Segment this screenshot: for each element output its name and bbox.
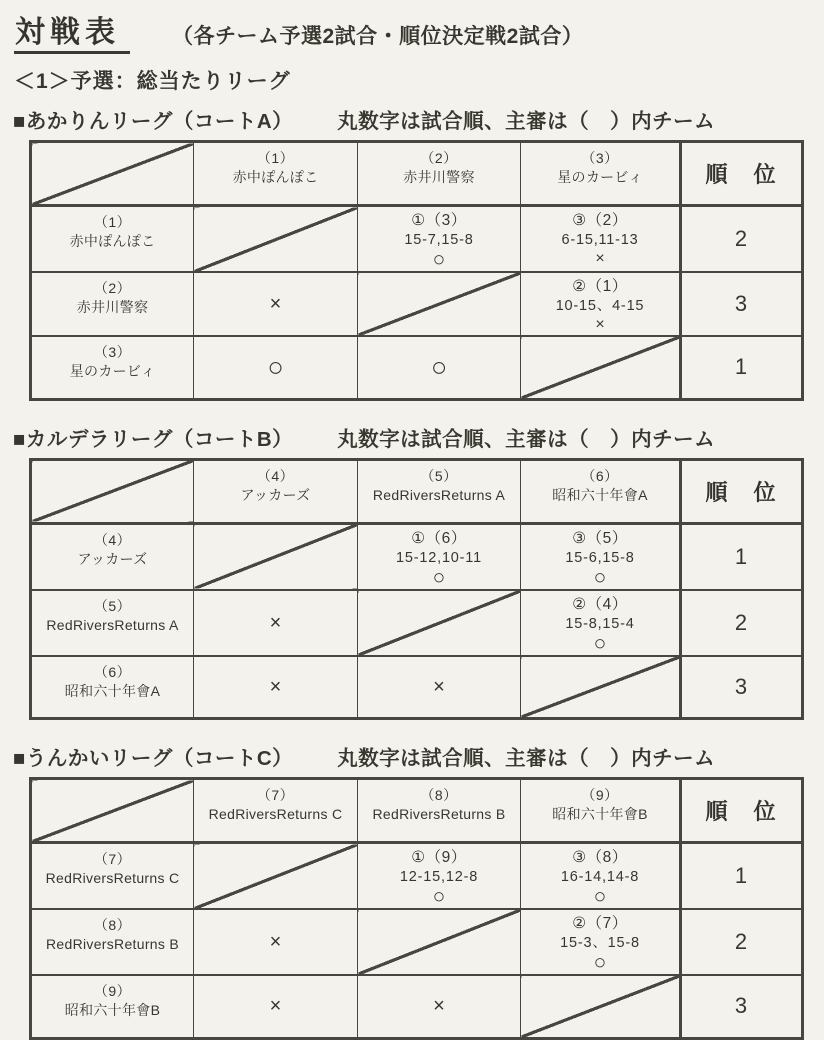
diagonal-cell [194,843,358,910]
diagonal-cell [521,656,681,719]
rank-cell: 1 [681,336,803,399]
corner-diagonal-cell [31,779,194,843]
team-name: 赤井川警察 [76,299,149,315]
loss-mark: × [433,675,445,698]
legend-note: 丸数字は試合順、主審は（ ）内チーム [337,110,716,133]
team-number: （4） [93,531,132,548]
legend-note: 丸数字は試合順、主審は（ ）内チーム [337,747,716,770]
team-name: RedRiversReturns A [46,616,179,633]
rank-header: 順 位 [681,459,803,523]
match-cell [194,590,358,656]
win-mark: ○ [432,248,446,271]
loss-mark: × [595,316,605,333]
match-score: 15-7,15-8 [404,232,474,248]
team-number: （8） [93,917,132,933]
loss-mark: × [269,995,282,1018]
match-score: 15-12,10-11 [396,549,482,566]
league-section-b [12,427,814,721]
team-column-header [358,142,521,206]
matchup-table [29,140,804,401]
team-number: （1） [256,150,295,166]
loss-mark: × [433,995,445,1018]
team-column-header [521,459,681,523]
diagonal-cell [521,336,681,399]
page-title: 対戦表 [14,17,130,55]
league-section-c [12,746,814,1040]
match-order: ①（9） [411,849,467,866]
league-header [13,109,814,135]
win-mark: ○ [432,885,446,908]
team-row-header [31,336,194,399]
team-number: （7） [256,787,295,803]
team-number: （3） [93,344,132,360]
match-cell [521,590,681,656]
team-name: アッカーズ [240,486,311,503]
match-score: 10-15、4-15 [555,298,645,314]
rank-header: 順 位 [681,779,803,843]
match-order: ①（6） [411,529,467,547]
title-note: （各チーム予選2試合・順位決定戦2試合） [172,25,584,48]
team-name: 赤中ぽんぽこ [232,169,319,185]
table-row [31,975,803,1038]
league-title: ■うんかいリーグ（コートC） [13,747,294,770]
loss-mark: × [269,931,282,953]
team-name: 星のカービィ [69,363,156,379]
team-number: （2） [420,150,458,166]
team-column-header [358,459,521,523]
team-number: （7） [93,851,132,867]
rank-cell: 3 [681,656,803,719]
match-cell [358,523,521,590]
team-column-header [358,779,521,843]
match-cell [358,206,521,273]
team-row-header [31,656,194,719]
team-name: 赤井川警察 [403,169,475,185]
table-row [31,336,803,399]
team-number: （2） [93,280,132,296]
match-cell [194,975,358,1038]
match-cell [358,975,521,1038]
win-mark: ○ [593,951,607,974]
team-name: RedRiversReturns A [372,486,506,503]
team-number: （5） [93,597,132,614]
team-number: （9） [581,787,619,803]
team-name: 昭和六十年會B [64,1002,161,1018]
rank-header: 順 位 [681,142,803,206]
league-section-a [12,109,814,401]
rank-cell: 2 [681,590,803,656]
match-score: 6-15,11-13 [561,232,639,248]
team-column-header [194,779,358,843]
team-name: 星のカービィ [557,169,643,185]
team-number: （4） [256,467,295,484]
team-name: RedRiversReturns C [208,806,343,822]
diagonal-cell [194,206,358,273]
team-name: 昭和六十年會A [64,682,161,699]
league-header [13,746,814,772]
team-number: （1） [93,214,132,230]
match-order: ③（2） [572,212,628,229]
match-cell [358,843,521,910]
win-mark: ○ [430,351,448,382]
match-order: ①（3） [411,212,467,229]
match-score: 15-8,15-4 [565,615,635,632]
team-name: 赤中ぽんぽこ [69,233,156,249]
win-mark: ○ [267,351,284,382]
team-number: （8） [420,787,458,803]
rank-cell: 2 [681,909,803,975]
team-column-header [194,142,358,206]
match-order: ③（5） [572,529,628,547]
subtitle: ＜1＞予選：総当たりリーグ [14,70,291,93]
rank-cell: 2 [681,206,803,273]
diagonal-cell [358,909,521,975]
table-row [31,656,803,719]
title-bar [14,14,814,54]
team-number: （6） [581,467,619,484]
league-title: ■あかりんリーグ（コートA） [13,110,294,133]
match-score: 15-3、15-8 [560,935,640,951]
loss-mark: × [269,293,282,315]
team-row-header [31,590,194,656]
matchup-table [29,458,804,721]
corner-diagonal-cell [31,142,194,206]
match-cell [194,909,358,975]
rank-cell: 1 [681,523,803,590]
legend-note: 丸数字は試合順、主審は（ ）内チーム [337,427,716,451]
match-score: 12-15,12-8 [399,869,479,885]
table-row [31,909,803,975]
team-column-header [521,779,681,843]
match-cell [194,336,358,399]
team-number: （9） [93,983,132,999]
match-cell [358,336,521,399]
team-name: RedRiversReturns B [372,806,506,822]
match-score: 16-14,14-8 [560,869,640,885]
match-order: ②（1） [572,278,628,295]
table-header-row [31,779,803,843]
team-column-header [521,142,681,206]
win-mark: ○ [593,631,607,655]
team-name: RedRiversReturns C [45,870,180,886]
table-row [31,590,803,656]
match-order: ②（4） [572,595,628,613]
diagonal-cell [521,975,681,1038]
matchup-table [29,777,804,1040]
league-header [13,427,814,453]
diagonal-cell [194,523,358,590]
match-cell [358,656,521,719]
loss-mark: × [595,250,605,267]
win-mark: ○ [593,565,607,589]
team-name: 昭和六十年會A [552,486,648,503]
table-row [31,272,803,336]
match-cell [194,272,358,336]
win-mark: ○ [432,565,446,589]
team-row-header [31,909,194,975]
team-row-header [31,523,194,590]
win-mark: ○ [593,885,607,908]
match-cell [521,523,681,590]
team-row-header [31,272,194,336]
diagonal-cell [358,272,521,336]
diagonal-cell [358,590,521,656]
team-number: （3） [581,150,619,166]
rank-cell: 1 [681,843,803,910]
match-order: ③（8） [572,849,628,866]
match-cell [521,843,681,910]
match-cell [521,272,681,336]
loss-mark: × [269,675,282,698]
table-row [31,843,803,910]
team-name: RedRiversReturns B [46,936,179,952]
league-title: ■カルデラリーグ（コートB） [13,427,294,451]
table-row [31,523,803,590]
table-header-row [31,459,803,523]
team-row-header [31,206,194,273]
rank-cell: 3 [681,272,803,336]
team-name: アッカーズ [77,550,148,567]
table-row [31,206,803,273]
team-row-header [31,975,194,1038]
team-row-header [31,843,194,910]
match-cell [194,656,358,719]
match-cell [521,909,681,975]
loss-mark: × [269,611,282,634]
table-header-row [31,142,803,206]
rank-cell: 3 [681,975,803,1038]
corner-diagonal-cell [31,459,194,523]
team-column-header [194,459,358,523]
match-cell [521,206,681,273]
team-number: （6） [93,663,132,680]
match-score: 15-6,15-8 [565,549,635,566]
team-number: （5） [420,467,458,484]
team-name: 昭和六十年會B [552,806,648,822]
match-order: ②（7） [572,915,628,932]
